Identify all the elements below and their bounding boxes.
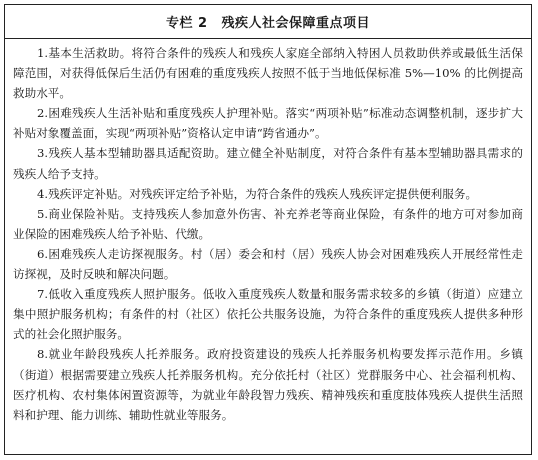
column-label: 专栏 2 bbox=[165, 16, 208, 31]
item-body: 低收入重度残疾人数量和服务需求较多的乡镇（街道）应建立集中照护服务机构；有条件的村（社区）依托公共服务设施，为符合条件的重度残疾人提供多种形式的社会化照护服务。 bbox=[13, 287, 523, 342]
item-body: 村（居）委会和村（居）残疾人协会对困难残疾人开展经常性走访探视，及时反映和解决问题。 bbox=[13, 246, 523, 282]
item-heading: 商业保险补贴。 bbox=[48, 206, 132, 221]
item-heading: 就业年龄段残疾人托养服务。 bbox=[48, 347, 207, 362]
item-body: 将符合条件的残疾人和残疾人家庭全部纳入特困人员救助供养或最低生活保障范围，对获得低保后生活仍有困难的重度残疾人按照不低于当地低保标准 5%—10% 的比例提高救助水平。 bbox=[13, 46, 523, 101]
item-body: 落实“两项补贴”标准动态调整机制，逐步扩大补贴对象覆盖面，实现“两项补贴”资格认定申请“跨省通办”。 bbox=[13, 106, 523, 141]
list-item bbox=[13, 103, 523, 143]
list-item bbox=[13, 143, 523, 183]
item-number: 7. bbox=[37, 287, 49, 302]
box-content bbox=[5, 39, 531, 425]
list-item bbox=[13, 43, 523, 103]
item-body: 支持残疾人参加意外伤害、补充养老等商业保险，有条件的地方可对参加商业保险的困难残疾人给予补贴、代缴。 bbox=[13, 206, 523, 241]
item-body: 建立健全补贴制度，对符合条件有基本型辅助器具需求的残疾人给予支持。 bbox=[13, 146, 523, 181]
item-number: 1. bbox=[37, 46, 49, 60]
item-number: 8. bbox=[37, 347, 49, 362]
item-heading: 困难残疾人走访探视服务。 bbox=[48, 246, 191, 261]
feature-box bbox=[4, 4, 532, 455]
item-heading: 残疾人基本型辅助器具适配资助。 bbox=[48, 146, 227, 161]
column-title: 残疾人社会保障重点项目 bbox=[221, 16, 371, 31]
item-number: 2. bbox=[37, 106, 49, 121]
item-heading: 困难残疾人生活补贴和重度残疾人护理补贴。 bbox=[48, 106, 286, 121]
item-body: 政府投资建设的残疾人托养服务机构要发挥示范作用。乡镇（街道）根据需要建立残疾人托养服务机构。充分依托村（社区）党群服务中心、社会福利机构、医疗机构、农村集体闲置资源等，为就业年龄段智力残疾、精神残疾和重度肢体残疾人提供生活照料和护理、能力训练、辅助性就业等服务。 bbox=[13, 347, 523, 422]
list-item bbox=[13, 284, 523, 344]
item-heading: 基本生活救助。 bbox=[48, 46, 132, 60]
item-body: 对残疾评定给予补贴，为符合条件的残疾人残疾评定提供便利服务。 bbox=[129, 186, 478, 201]
item-number: 3. bbox=[37, 146, 49, 161]
item-number: 4. bbox=[37, 186, 49, 201]
box-title bbox=[5, 5, 531, 39]
item-number: 5. bbox=[37, 206, 49, 221]
list-item bbox=[13, 244, 523, 284]
list-item bbox=[13, 344, 523, 424]
list-item bbox=[13, 204, 523, 244]
list-item bbox=[13, 184, 523, 204]
item-number: 6. bbox=[37, 246, 49, 261]
item-heading: 残疾评定补贴。 bbox=[48, 186, 130, 201]
item-heading: 低收入重度残疾人照护服务。 bbox=[48, 287, 203, 302]
